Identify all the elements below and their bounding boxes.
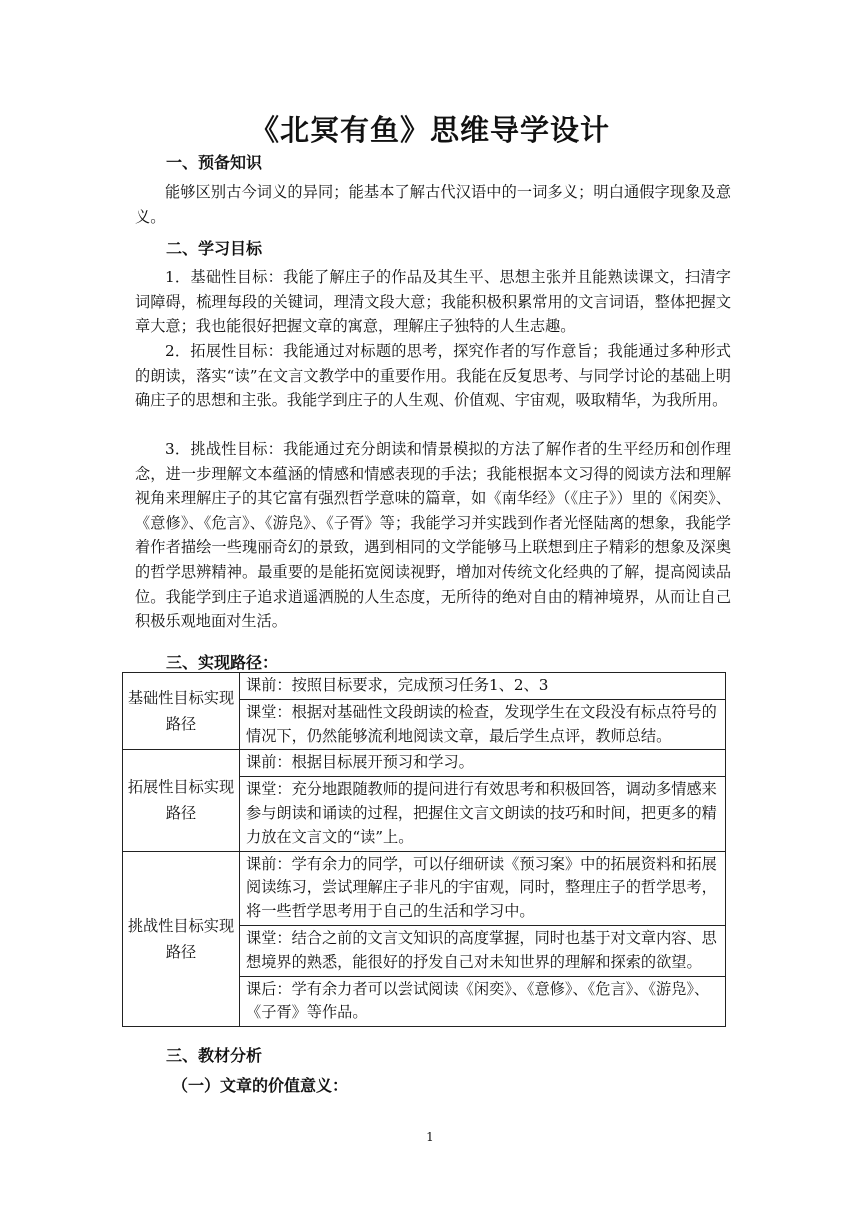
table-cell: 课堂：结合之前的文言文知识的高度掌握，同时也基于对文章内容、思想境界的熟悉，能很好的抒发自己对未知世界的理解和探索的欲望。 — [240, 925, 726, 976]
sub-heading-value: （一）文章的价值意义： — [172, 1076, 349, 1095]
paragraph-goal-3: 3．挑战性目标：我能通过充分朗读和情景模拟的方法了解作者的生平经历和创作理念，进一步理解文本蕴涵的情感和情感表现的手法；我能根据本文习得的阅读方法和理解视角来理解庄子的其它富有强烈哲学意味的篇章，如《南华经》（《庄子》）里的《闲奕》、《意修》、《危言》、《游凫》、《子胥》等；我能学习并实践到作者光怪陆离的想象，我能学着作者描绘一些瑰丽奇幻的景致，遇到相同的文学能够马上联想到庄子精彩的想象及深奥的哲学思辨精神。最重要的是能拓宽阅读视野，增加对传统文化经典的了解，提高阅读品位。我能学到庄子追求逍遥洒脱的人生态度，无所待的绝对自由的精神境界，从而让自己积极乐观地面对生活。 — [135, 440, 731, 631]
table-row — [123, 673, 726, 700]
paragraph-goal-1: 1．基础性目标：我能了解庄子的作品及其生平、思想主张并且能熟读课文，扫清字词障碍，梳理每段的关键词，理清文段大意；我能积极积累常用的文言词语，整体把握文章大意；我也能很好把握文章的寓意，理解庄子独特的人生志趣。 — [135, 268, 731, 336]
table-cell: 课堂：充分地跟随教师的提问进行有效思考和积极回答，调动多情感来参与朗读和诵读的过程，把握住文言文朗读的技巧和时间，把更多的精力放在文言文的“读”上。 — [240, 777, 726, 851]
row-label-extended: 拓展性目标实现路径 — [123, 750, 240, 851]
paragraph-goal-2: 2．拓展性目标：我能通过对标题的思考，探究作者的写作意旨；我能通过多种形式的朗读，落实“读”在文言文教学中的重要作用。我能在反复思考、与同学讨论的基础上明确庄子的思想和主张。我能学到庄子的人生观、价值观、宇宙观，吸取精华，为我所用。 — [135, 342, 731, 410]
table-row — [123, 750, 726, 777]
page-number: 1 — [426, 1130, 434, 1144]
section-heading-path: 三、实现路径： — [166, 653, 279, 672]
table-cell: 课前：学有余力的同学，可以仔细研读《预习案》中的拓展资料和拓展阅读练习，尝试理解庄子非凡的宇宙观，同时，整理庄子的哲学思考，将一些哲学思考用于自己的生活和学习中。 — [240, 851, 726, 925]
table-cell: 课后：学有余力者可以尝试阅读《闲奕》、《意修》、《危言》、《游凫》、《子胥》等作品。 — [240, 976, 726, 1027]
table-cell: 课堂：根据对基础性文段朗读的检查，发现学生在文段没有标点符号的情况下，仍然能够流利地阅读文章，最后学生点评，教师总结。 — [240, 699, 726, 750]
paragraph-prep: 能够区别古今词义的异同；能基本了解古代汉语中的一词多义；明白通假字现象及意义。 — [135, 183, 731, 226]
section-heading-goals: 二、学习目标 — [166, 239, 263, 258]
row-label-challenge: 挑战性目标实现路径 — [123, 851, 240, 1027]
path-table — [122, 672, 726, 1027]
section-heading-prep: 一、预备知识 — [166, 153, 263, 172]
row-label-basic: 基础性目标实现路径 — [123, 673, 240, 750]
document-title: 《北冥有鱼》思维导学设计 — [249, 113, 610, 147]
section-heading-material: 三、教材分析 — [166, 1046, 263, 1065]
table-cell: 课前：按照目标要求，完成预习任务1、2、3 — [240, 673, 726, 700]
table-row — [123, 851, 726, 925]
table-cell: 课前：根据目标展开预习和学习。 — [240, 750, 726, 777]
